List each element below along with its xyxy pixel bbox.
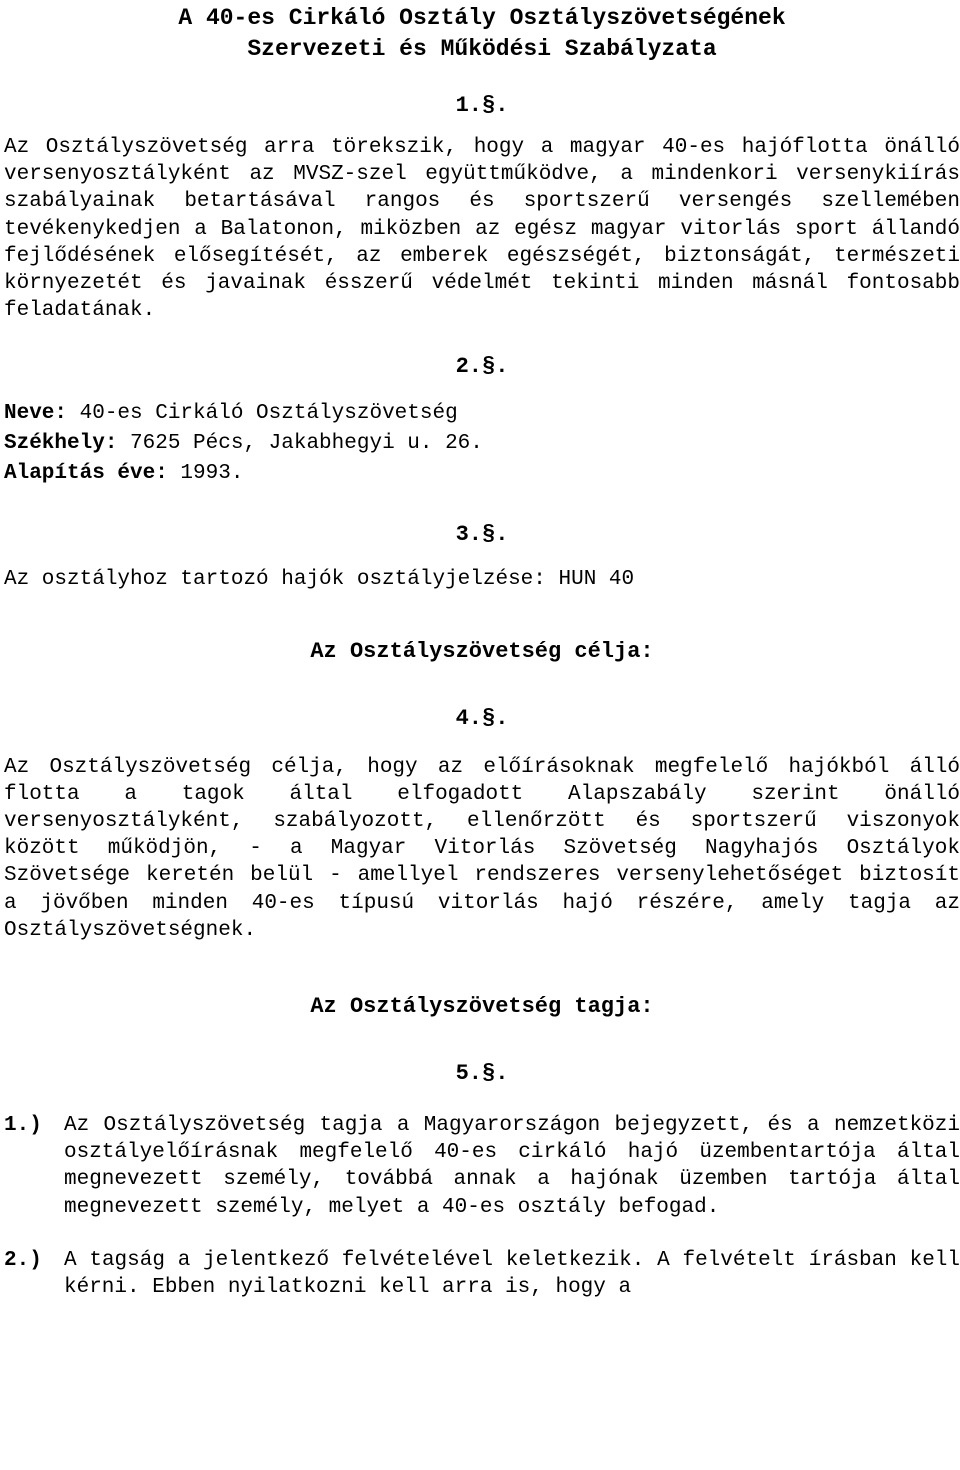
list-item-text: Az Osztályszövetség tagja a Magyarországon bejegyzett, és a nemzetközi osztályelőírásnak megfelelő 40-es cirkáló hajó üzembentartója által megnevezett személy, továbbá annak a hajónak üzemben tartója által megnevezett személy, melyet a 40-es osztály befogad. [64,1114,960,1219]
title-line-1: A 40-es Cirkáló Osztály Osztályszövetségének [178,5,786,31]
list-item [4,1112,960,1221]
section-3-number: 3.§. [455,522,509,548]
section-3-text: Az osztályhoz tartozó hajók osztályjelzése: HUN 40 [4,568,635,592]
list-item-number: 2.) [4,1248,42,1272]
organization-info [4,399,960,489]
document-page [4,0,960,1301]
seat-label: Székhely: [4,432,118,456]
goal-heading: Az Osztályszövetség célja: [310,638,654,664]
list-item-text: A tagság a jelentkező felvételével keletkezik. A felvételt írásban kell kérni. Ebben nyilatkozni kell arra is, hogy a [64,1248,960,1300]
founded-label: Alapítás éve: [4,462,168,486]
founded-value: 1993. [167,462,244,486]
member-heading: Az Osztályszövetség tagja: [310,994,654,1020]
title-line-2: Szervezeti és Működési Szabályzata [247,36,717,62]
document-title [4,3,960,65]
section-5-number: 5.§. [455,1061,509,1087]
seat-value: 7625 Pécs, Jakabhegyi u. 26. [117,432,483,456]
list-item [4,1247,960,1301]
section-1-number: 1.§. [455,93,509,118]
list-item-number: 1.) [4,1114,42,1138]
section-4-number: 4.§. [455,705,509,731]
founded-line [4,459,960,489]
seat-line [4,429,960,459]
name-value: 40-es Cirkáló Osztályszövetség [67,402,458,426]
name-line [4,399,960,429]
name-label: Neve: [4,402,68,426]
section-2-number: 2.§. [455,354,509,380]
section-4-text: Az Osztályszövetség célja, hogy az előírásoknak megfelelő hajókból álló flotta a tagok által elfogadott Alapszabály szerint önálló versenyosztályként, szabályozott, ellenőrzött és sportszerű viszonyok között működjön, - a Magyar Vitorlás Szövetség Nagyhajós Osztályok Szövetsége keretén belül - amellyel rendszeres versenylehetőséget biztosít a jövőben minden 40-es típusú vitorlás hajó részére, amely tagja az Osztályszövetségnek. [4,755,960,942]
section-1-text: Az Osztályszövetség arra törekszik, hogy a magyar 40-es hajóflotta önálló versenyosztályként az MVSZ-szel együttműködve, a mindenkori versenykiírás szabályainak betartásával rangos és sportszerű versengés szellemében tevékenykedjen a Balatonon, miközben az egész magyar vitorlás sport állandó fejlődésének elősegítését, az emberek egészségét, biztonságát, természeti környezetét és javainak ésszerű védelmét tekinti minden másnál fontosabb feladatának. [4,136,960,323]
